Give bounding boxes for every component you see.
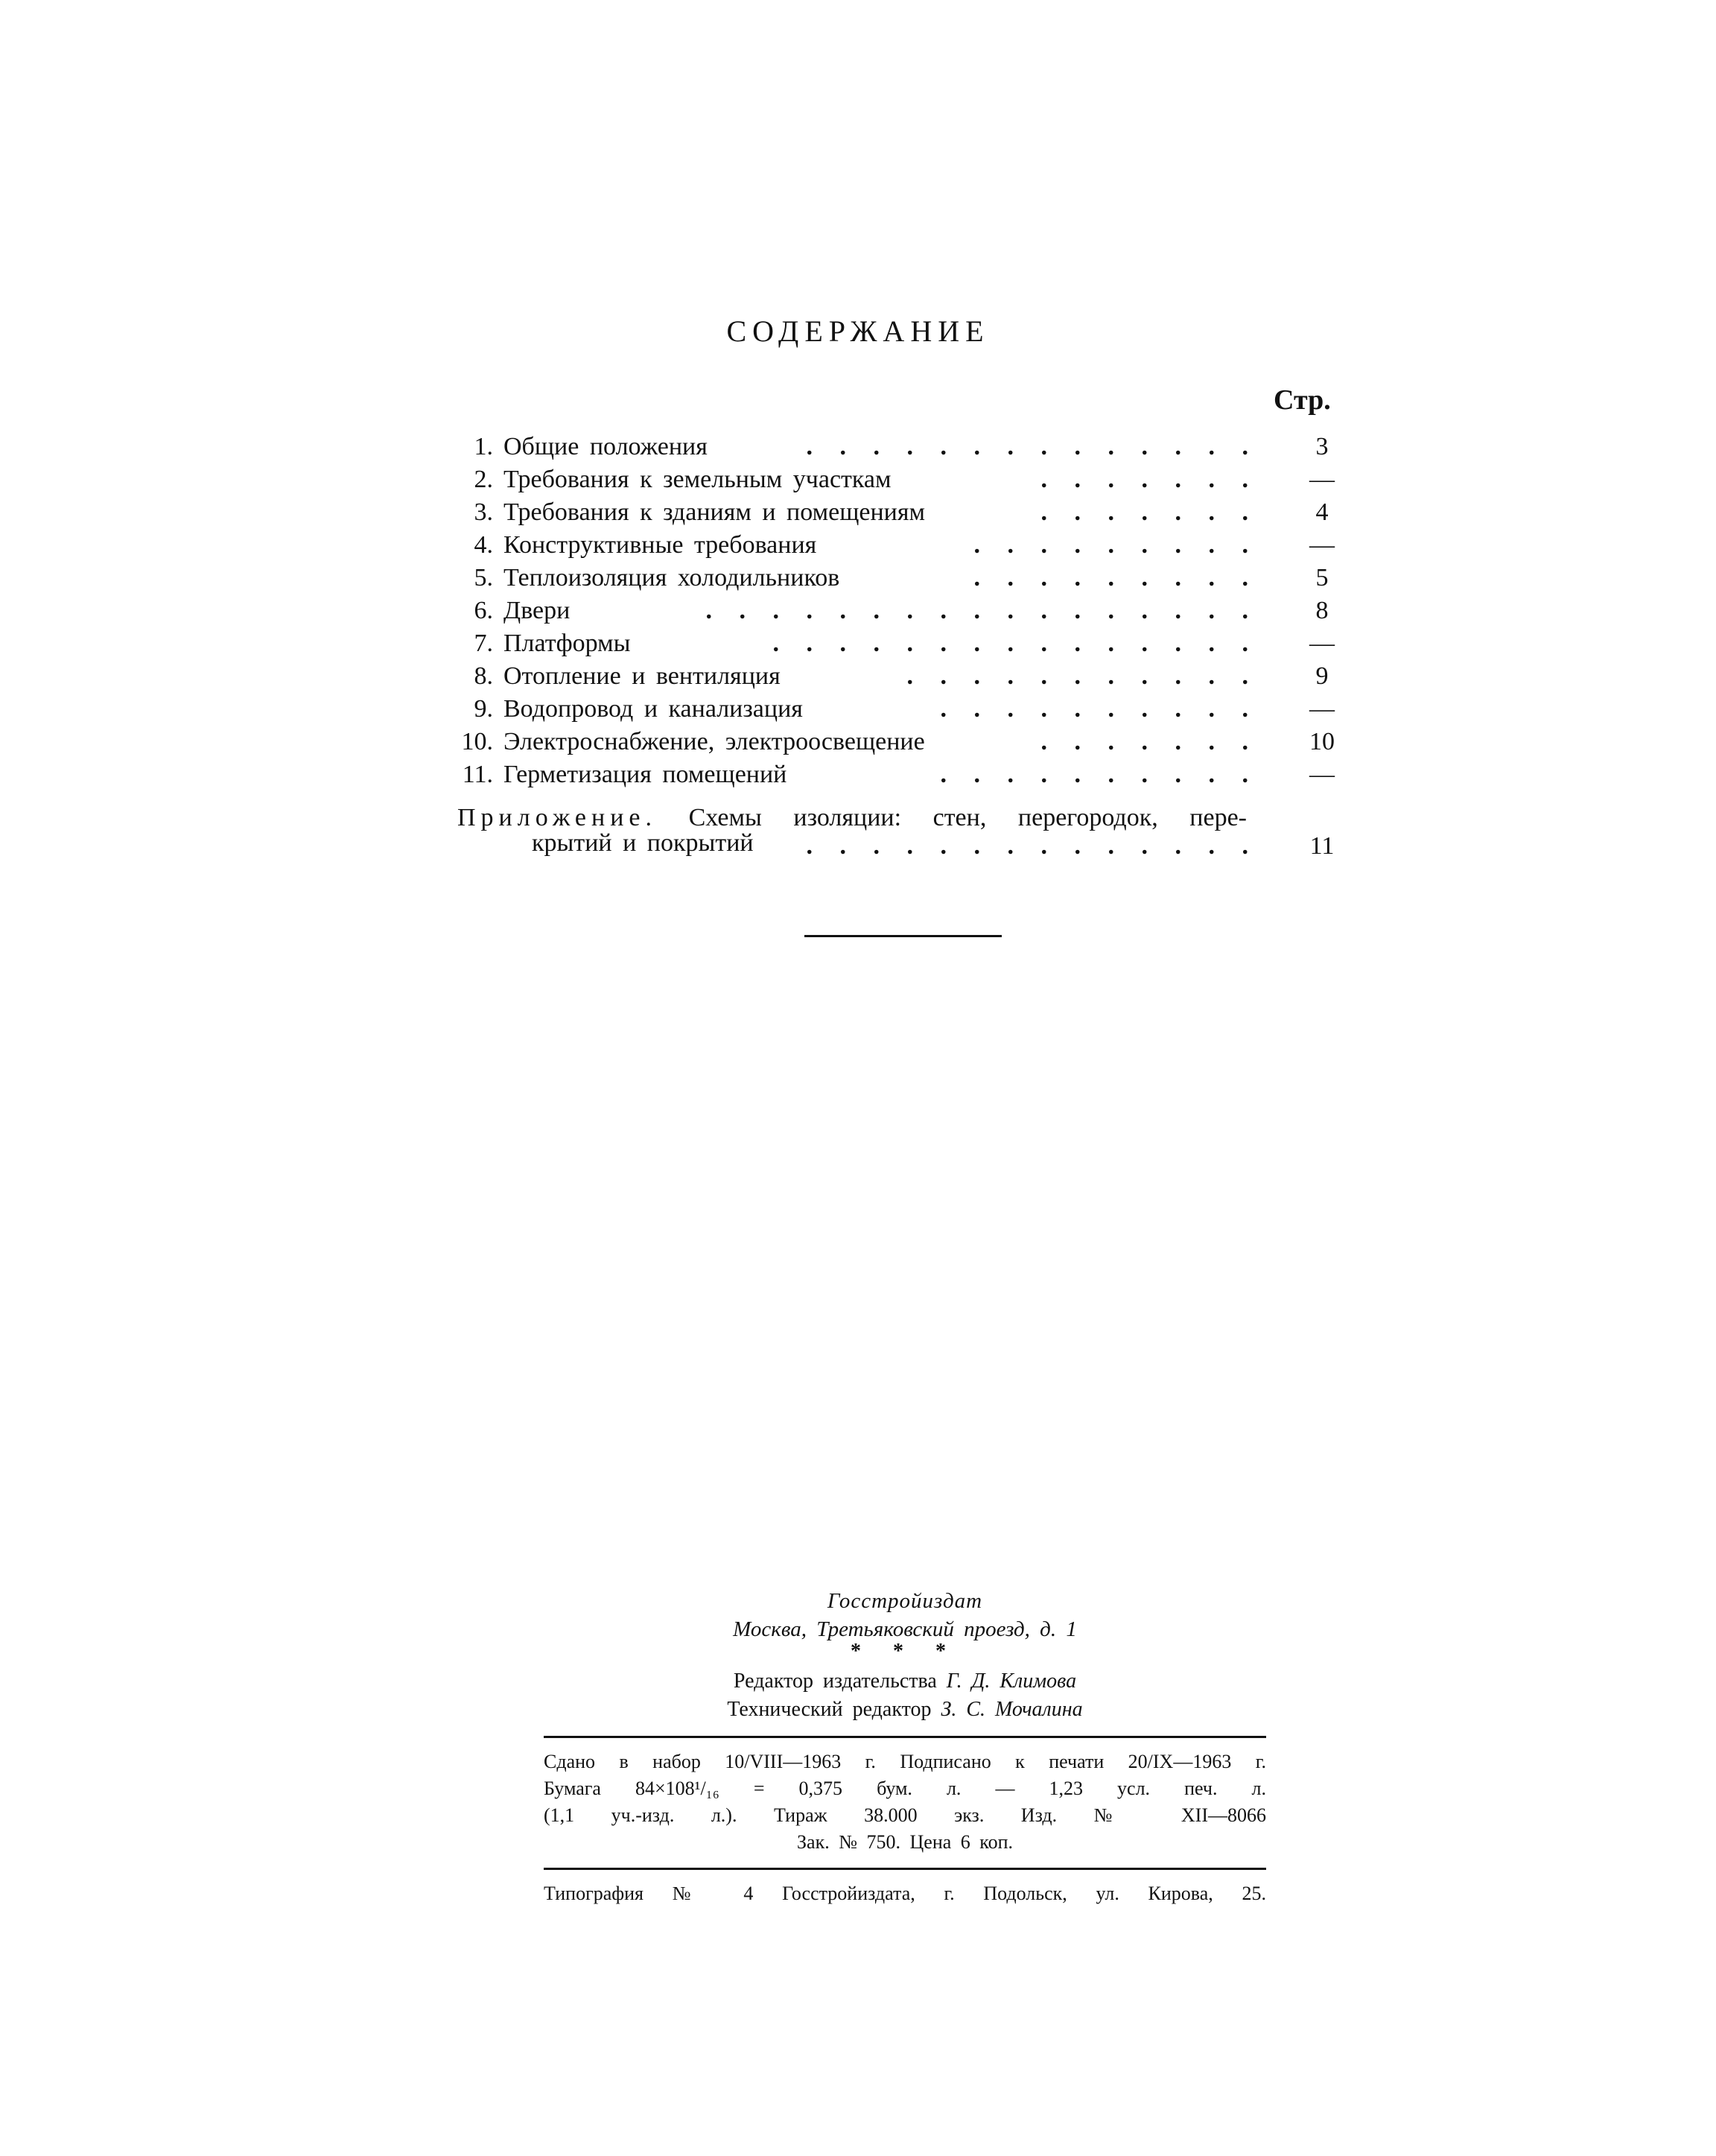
toc-item-title: Конструктивные требования xyxy=(503,531,817,559)
appendix-label: Приложение. xyxy=(457,804,657,831)
rule-top xyxy=(544,1736,1266,1738)
appendix-page: 11 xyxy=(1309,832,1335,860)
toc-item-number: 2. xyxy=(474,466,493,493)
toc-leader-dots: . . . . . . . . . xyxy=(973,531,1259,559)
toc-appendix xyxy=(439,802,1348,867)
publisher-name: Госстройиздат xyxy=(827,1589,983,1613)
toc-item xyxy=(439,758,1348,791)
toc-item xyxy=(439,627,1348,660)
print-detail-line: Сдано в набор 10/VIII—1963 г. Подписано к печати 20/IX—1963 г. xyxy=(544,1751,1266,1772)
printing-house: Типография № 4 Госстройиздата, г. Подольск, ул. Кирова, 25. xyxy=(544,1883,1266,1904)
toc-leader-dots: . . . . . . . . . xyxy=(973,564,1259,592)
print-details xyxy=(544,1748,1266,1856)
toc-item-number: 8. xyxy=(474,662,493,690)
toc-item-page: — xyxy=(1309,630,1335,657)
toc-item-page: — xyxy=(1309,531,1335,559)
toc-leader-dots: . . . . . . . . . . . xyxy=(906,662,1259,690)
toc-item-title: Общие положения xyxy=(503,433,708,460)
section-divider xyxy=(804,935,1002,937)
toc-list xyxy=(439,431,1348,867)
toc-item xyxy=(439,726,1348,758)
toc-leader-dots: . . . . . . . xyxy=(1040,728,1259,755)
appendix-title-continued: крытий и покрытий xyxy=(532,829,754,857)
print-detail-line: Бумага 84×108¹/₁₆ = 0,375 бум. л. — 1,23 усл. печ. л. xyxy=(544,1778,1266,1799)
toc-item xyxy=(439,562,1348,595)
toc-leader-dots: . . . . . . . . . . . . . . . . . xyxy=(705,597,1259,624)
order-and-price: Зак. № 750. Цена 6 коп. xyxy=(797,1831,1013,1853)
toc-item-title: Двери xyxy=(503,597,571,624)
toc-item-title: Герметизация помещений xyxy=(503,761,787,788)
toc-item-title: Требования к зданиям и помещениям xyxy=(503,498,926,526)
toc-item xyxy=(439,693,1348,726)
toc-item-page: — xyxy=(1309,466,1335,493)
toc-item-number: 5. xyxy=(474,564,493,592)
toc-leader-dots: . . . . . . . xyxy=(1040,466,1259,493)
toc-item-page: 10 xyxy=(1309,728,1335,755)
toc-item xyxy=(439,463,1348,496)
toc-item-number: 7. xyxy=(474,630,493,657)
toc-item-number: 9. xyxy=(474,695,493,723)
editor-label: Редактор издательства xyxy=(733,1670,937,1693)
print-detail-line: (1,1 уч.-изд. л.). Тираж 38.000 экз. Изд. № XII—8066 xyxy=(544,1804,1266,1826)
toc-item-page: 3 xyxy=(1315,433,1329,460)
toc-item-title: Платформы xyxy=(503,630,631,657)
toc-item-title: Водопровод и канализация xyxy=(503,695,803,723)
rule-bottom xyxy=(544,1868,1266,1870)
toc-item xyxy=(439,431,1348,463)
toc-leader-dots: . . . . . . . . . . . . . . xyxy=(806,832,1259,860)
toc-item-title: Отопление и вентиляция xyxy=(503,662,781,690)
toc-item xyxy=(439,496,1348,529)
tech-editor-name: З. С. Мочалина xyxy=(941,1698,1083,1721)
toc-item-title: Требования к земельным участкам xyxy=(503,466,892,493)
appendix-title: Схемы изоляции: стен, перегородок, пере- xyxy=(688,804,1247,831)
toc-item xyxy=(439,595,1348,627)
imprint-block xyxy=(544,1587,1266,1907)
toc-item xyxy=(439,660,1348,693)
toc-item-number: 4. xyxy=(474,531,493,559)
toc-leader-dots: . . . . . . . . . . . . . . xyxy=(806,433,1259,460)
toc-item-number: 1. xyxy=(474,433,493,460)
toc-item-number: 6. xyxy=(474,597,493,624)
asterism: * * * xyxy=(851,1640,959,1663)
publisher-address: Москва, Третьяковский проезд, д. 1 xyxy=(733,1617,1077,1641)
toc-item-title: Теплоизоляция холодильников xyxy=(503,564,840,592)
toc-item-page: 5 xyxy=(1315,564,1329,592)
toc-item-page: — xyxy=(1309,761,1335,788)
editor-name: Г. Д. Климова xyxy=(946,1670,1077,1693)
toc-leader-dots: . . . . . . . xyxy=(1040,498,1259,526)
toc-item-page: — xyxy=(1309,695,1335,723)
toc-heading: СОДЕРЖАНИЕ xyxy=(726,314,990,348)
toc-item-page: 8 xyxy=(1315,597,1329,624)
page-column-header: Стр. xyxy=(1274,384,1331,416)
toc-leader-dots: . . . . . . . . . . xyxy=(940,695,1259,723)
toc-item-number: 11. xyxy=(462,761,493,788)
toc-item-number: 3. xyxy=(474,498,493,526)
toc-item xyxy=(439,529,1348,562)
toc-item-page: 4 xyxy=(1315,498,1329,526)
toc-leader-dots: . . . . . . . . . . xyxy=(940,761,1259,788)
tech-editor-label: Технический редактор xyxy=(727,1698,932,1721)
toc-item-page: 9 xyxy=(1315,662,1329,690)
editor-credit xyxy=(544,1667,1266,1696)
toc-leader-dots: . . . . . . . . . . . . . . . xyxy=(772,630,1259,657)
toc-item-number: 10. xyxy=(461,728,493,755)
tech-editor-credit xyxy=(544,1696,1266,1724)
toc-item-title: Электроснабжение, электроосвещение xyxy=(503,728,925,755)
